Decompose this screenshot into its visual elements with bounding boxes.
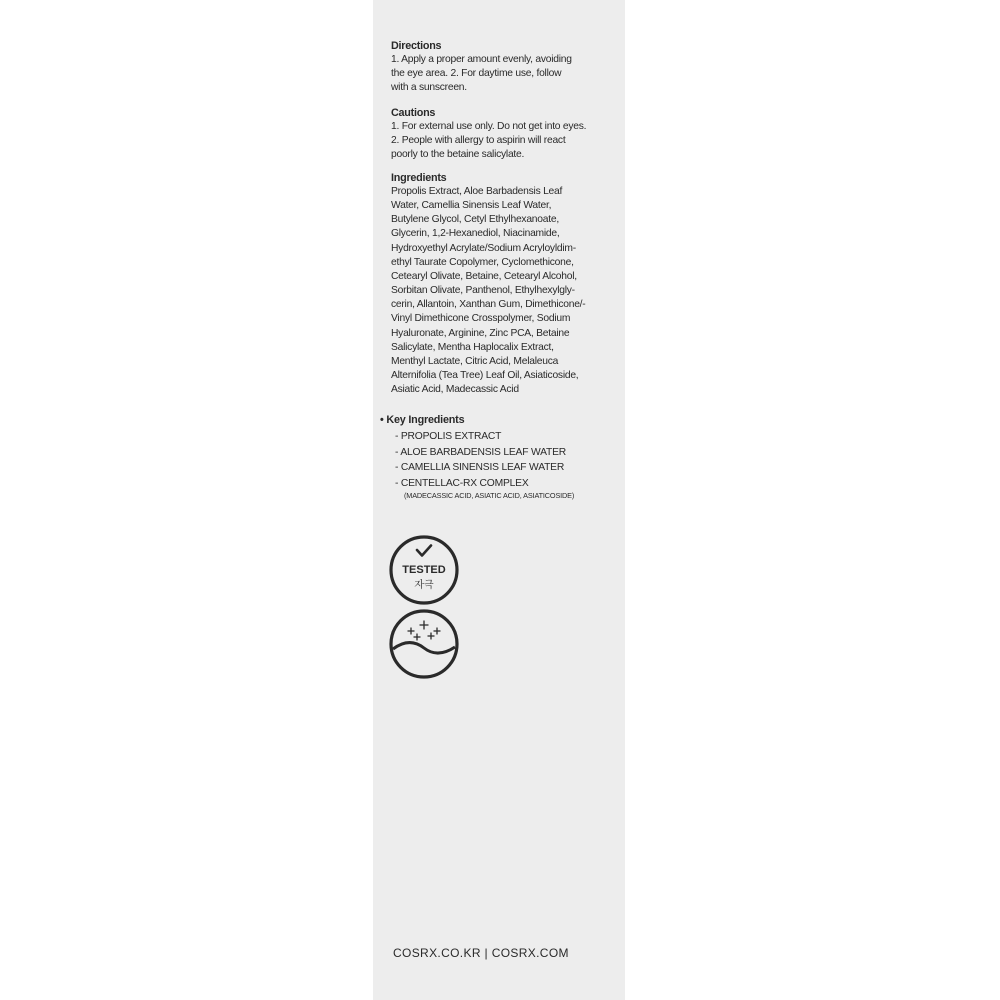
directions-title: Directions [391, 40, 442, 52]
ingredients-line: Hyaluronate, Arginine, Zinc PCA, Betaine [391, 327, 570, 339]
key-ingredient-note: (MADECASSIC ACID, ASIATIC ACID, ASIATICOSIDE) [404, 491, 575, 500]
key-ingredient-item: - CAMELLIA SINENSIS LEAF WATER [395, 462, 565, 473]
label-text-block [391, 39, 623, 397]
cautions-line: 2. People with allergy to aspirin will react [391, 135, 566, 146]
ingredients-line: cerin, Allantoin, Xanthan Gum, Dimethicone/- [391, 299, 586, 311]
cautions-line: poorly to the betaine salicylate. [391, 149, 525, 160]
cautions-line: 1. For external use only. Do not get into eyes. [391, 121, 587, 132]
ingredients-line: Hydroxyethyl Acrylate/Sodium Acryloyldim- [391, 242, 576, 254]
directions-line: with a sunscreen. [391, 82, 467, 93]
tested-label: TESTED [402, 564, 446, 576]
ingredients-line: Butylene Glycol, Cetyl Ethylhexanoate, [391, 214, 559, 226]
key-ingredients-section [380, 413, 574, 501]
skin-sparkle-icon [387, 607, 461, 681]
ingredients-line: Alternifolia (Tea Tree) Leaf Oil, Asiaticoside, [391, 370, 579, 382]
ingredients-line: ethyl Taurate Copolymer, Cyclomethicone, [391, 256, 574, 268]
ingredients-line: Asiatic Acid, Madecassic Acid [391, 384, 519, 396]
ingredients-line: Sorbitan Olivate, Panthenol, Ethylhexylgly- [391, 285, 575, 297]
ingredients-line: Vinyl Dimethicone Crosspolymer, Sodium [391, 313, 571, 325]
key-ingredients-list [395, 429, 574, 491]
key-ingredient-item: - PROPOLIS EXTRACT [395, 431, 502, 442]
ingredients-line: Propolis Extract, Aloe Barbadensis Leaf [391, 186, 563, 197]
key-ingredient-item: - ALOE BARBADENSIS LEAF WATER [395, 446, 567, 458]
directions-line: 1. Apply a proper amount evenly, avoiding [391, 54, 572, 65]
cautions-body [391, 120, 623, 162]
directions-body [391, 53, 623, 95]
ingredients-line: Cetearyl Olivate, Betaine, Cetearyl Alcohol, [391, 270, 577, 282]
footer-website: COSRX.CO.KR | COSRX.COM [393, 946, 569, 960]
key-ingredient-item: - CENTELLAC-RX COMPLEX [395, 477, 529, 489]
ingredients-line: Menthyl Lactate, Citric Acid, Melaleuca [391, 355, 559, 367]
ingredients-line: Water, Camellia Sinensis Leaf Water, [391, 200, 552, 212]
tested-sub-label: 자극 [414, 580, 434, 591]
ingredients-line: Glycerin, 1,2-Hexanediol, Niacinamide, [391, 228, 560, 240]
key-ingredients-title: • Key Ingredients [380, 414, 465, 426]
cautions-title: Cautions [391, 107, 436, 119]
ingredients-line: Salicylate, Mentha Haplocalix Extract, [391, 341, 554, 353]
directions-line: the eye area. 2. For daytime use, follow [391, 68, 562, 79]
check-tested-badge-icon [387, 533, 461, 607]
ingredients-body [391, 185, 623, 397]
ingredients-title: Ingredients [391, 172, 447, 184]
